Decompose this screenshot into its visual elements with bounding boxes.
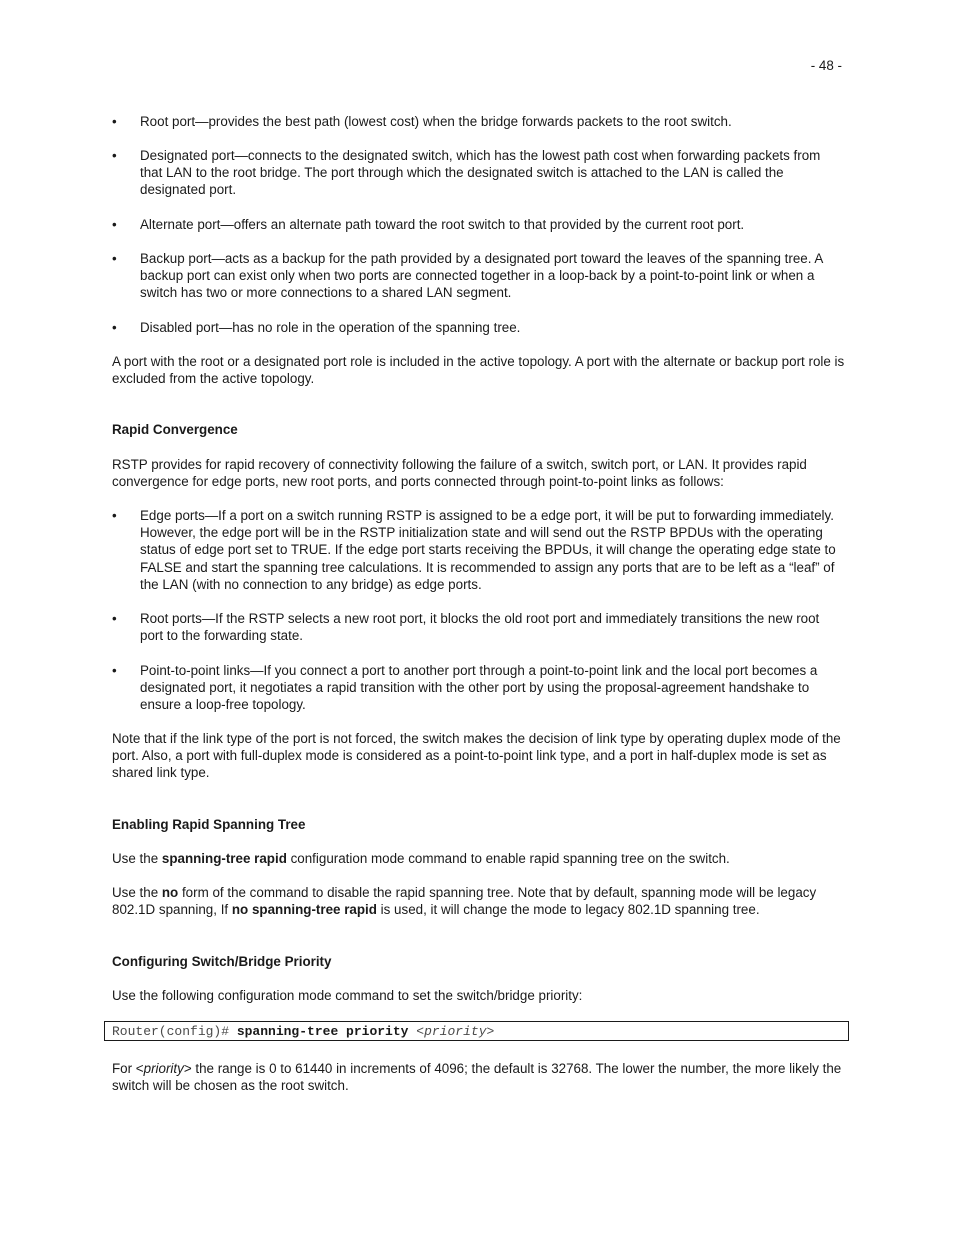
page-number: - 48 - bbox=[810, 58, 842, 73]
list-item-text: Backup port—acts as a backup for the path provided by a designated port toward the leaves of the spanning tree. A backup port can exist only when two ports are connected together in a loop-back by a point-to-point link or when a switch has two or more connections to a shared LAN segment. bbox=[140, 251, 823, 301]
bullet-icon: • bbox=[112, 217, 117, 232]
list-item-text: Designated port—connects to the designated switch, which has the lowest path cost when forwarding packets from that LAN to the root bridge. The port through which the designated switch is attached to the LAN is called the designated port. bbox=[140, 148, 821, 198]
text-run: For < bbox=[112, 1061, 144, 1076]
text-run: > the range is 0 to 61440 in increments of 4096; the default is 32768. The lower the number, the more likely the switch will be chosen as the root switch. bbox=[112, 1061, 842, 1094]
enabling-paragraph-2 bbox=[112, 884, 846, 918]
list-item-text: Point-to-point links—If you connect a port to another port through a point-to-point link and the local port becomes a designated port, it negotiates a rapid transition with the other port by using the proposal-agreement handshake to ensure a loop-free topology. bbox=[140, 663, 818, 713]
list-item-text: Root port—provides the best path (lowest cost) when the bridge forwards packets to the root switch. bbox=[140, 114, 732, 129]
bullet-icon: • bbox=[112, 148, 117, 163]
code-block bbox=[104, 1021, 849, 1041]
argument-text: priority bbox=[143, 1061, 184, 1076]
bullet-icon: • bbox=[112, 508, 117, 523]
keyword-text: no bbox=[161, 885, 179, 900]
command-text: spanning-tree rapid bbox=[161, 851, 287, 866]
priority-intro: Use the following configuration mode command to set the switch/bridge priority: bbox=[112, 988, 583, 1003]
text-run: Use the bbox=[112, 885, 162, 900]
list-item-text: Disabled port—has no role in the operation of the spanning tree. bbox=[140, 320, 521, 335]
section-heading-priority: Configuring Switch/Bridge Priority bbox=[112, 954, 332, 969]
list-item-text: Alternate port—offers an alternate path toward the root switch to that provided by the current root port. bbox=[140, 217, 745, 232]
code-prompt: Router(config)# bbox=[112, 1024, 237, 1039]
section-heading-rapid-convergence: Rapid Convergence bbox=[112, 422, 238, 437]
bullet-icon: • bbox=[112, 114, 117, 129]
priority-description bbox=[112, 1060, 846, 1094]
text-run: form of the command to disable the rapid spanning tree. Note that by default, spanning mode will be legacy 802.1D spanning, If bbox=[112, 885, 817, 918]
list-item-text: Root ports—If the RSTP selects a new root port, it blocks the old root port and immediately transitions the new root port to the forwarding state. bbox=[140, 611, 820, 644]
bullet-icon: • bbox=[112, 251, 117, 266]
text-run: is used, it will change the mode to legacy 802.1D spanning tree. bbox=[376, 902, 760, 918]
bullet-icon: • bbox=[112, 320, 117, 335]
rapid-convergence-intro: RSTP provides for rapid recovery of connectivity following the failure of a switch, switch port, or LAN. It provides rapid convergence for edge ports, new root ports, and ports connected through point-to-point links as follows: bbox=[112, 457, 807, 490]
enabling-paragraph-1 bbox=[112, 850, 846, 867]
code-command: spanning-tree priority bbox=[236, 1024, 409, 1039]
text-run: Use the bbox=[112, 851, 162, 866]
list-item-text: Edge ports—If a port on a switch running RSTP is assigned to be a edge port, it will be put to forwarding immediately. However, the edge port will be in the RSTP initialization state and will send out the RSTP BPDUs with the operating status of edge port set to TRUE. If the edge port starts receiving the BPDUs, it will change the operating edge state to FALSE and start the spanning tree calculations. It is recommended to assign any ports that are to be left as a “leaf” of the LAN (with no connection to any bridge) as edge ports. bbox=[140, 508, 836, 592]
command-text: no spanning-tree rapid bbox=[231, 902, 377, 918]
bullet-icon: • bbox=[112, 663, 117, 678]
section-heading-enabling: Enabling Rapid Spanning Tree bbox=[112, 817, 306, 832]
link-type-note: Note that if the link type of the port is not forced, the switch makes the decision of link type by operating duplex mode of the port. Also, a port with full-duplex mode is considered as a point-to-point link type, and a port in half-duplex mode is set as shared link type. bbox=[112, 731, 841, 781]
code-argument: <priority> bbox=[416, 1024, 495, 1039]
topology-note: A port with the root or a designated port role is included in the active topology. A port with the alternate or backup port role is excluded from the active topology. bbox=[112, 354, 845, 387]
text-run: configuration mode command to enable rapid spanning tree on the switch. bbox=[286, 851, 730, 866]
bullet-icon: • bbox=[112, 611, 117, 626]
